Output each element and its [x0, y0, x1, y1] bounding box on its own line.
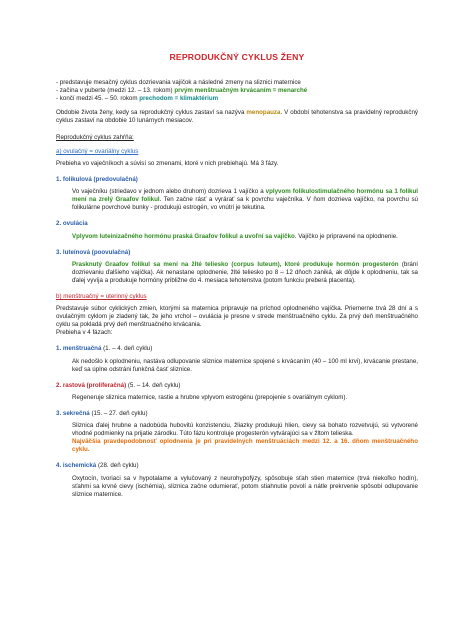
- menstrual-phase-4-heading: [56, 462, 418, 470]
- intro-line-3: [56, 95, 418, 103]
- menstrual-phase-2-days: (5. – 14. deň cyklu): [126, 381, 181, 389]
- menstrual-phase-4-text: Oxytocín, tvoriaci sa v hypotalame a vylučovaný z neurohypofýzy, spôsobuje sťah stien maternice (trvá niekoľko hodín), sťahmi sa krvné cievy (ischémia), sliznica začne odumierať, potom stiahnutie povolí a nátle prekrvenie spôsobí odlupovanie sliznice maternice.: [72, 474, 418, 498]
- menstrual-phase-4-name: 4. ischemická: [56, 462, 97, 470]
- ovarian-phase-3-heading: 3. luteínová (poovulačná): [56, 248, 131, 256]
- phase-1-text-a: Vo vaječníku (striedavo v jednom alebo druhom) dozrieva 1 vajíčko a: [72, 188, 266, 196]
- ovarian-phase-1-heading: 1. folikulová (predovulačná): [56, 176, 138, 184]
- menstrual-phase-4-days: (28. deň cyklu): [96, 462, 139, 470]
- intro-list: [56, 79, 418, 104]
- menarche-highlight: prvým menštruačným krvácaním = menarché: [174, 87, 308, 95]
- menopause-text-c: . V období tehotenstva sa pravidelný reprodukčný cyklus zastaví na obdobie 10 lunárnych mesiacov.: [56, 108, 418, 124]
- menstrual-phase-1-days: (1. – 4. deň cyklu): [101, 345, 153, 353]
- menstrual-phase-3-text: Sliznica ďalej hrubne a nadobúda hubovitú konzistenciu, žliazky produkujú hlien, cievy sa bohato rozvetvujú, sú vytvorené vhodné podmienky na prijatie zárodku. Túto fázu kontroluje progesterón vytvárajúci sa v žltom telieska.: [72, 422, 418, 438]
- document-title: REPRODUKČNÝ CYKLUS ŽENY: [169, 52, 305, 62]
- intro-line-2-text: - začína v puberte (medzi 12. – 13. rokom): [56, 87, 175, 95]
- intro-line-1: - predstavuje mesačný cyklus dozrievania vajíčok a následné zmeny na sliznici maternice: [56, 79, 301, 86]
- ovarian-cycle-desc: Prebieha vo vaječníkoch a súvisí so zmenami, ktoré v nich prebiehajú. Má 3 fázy.: [56, 159, 279, 167]
- menstrual-cycle-heading: b) menštruačný = uterinný cyklus: [56, 293, 147, 301]
- ovarian-phase-2-heading: 2. ovulácia: [56, 220, 88, 228]
- menstrual-phase-3-days: (15. – 27. deň cyklu): [89, 409, 148, 417]
- menopause-paragraph: [56, 109, 418, 125]
- phase-1-highlight: vplyvom folikulostimulačného hormónu sa 1 folikul mení na zrelý Graafov folikul: [72, 188, 418, 204]
- phase-3-text-c: (brání dozrievaniu ďalšieho vajíčka). Ak nenastane oplodnenie, žlté teliesko po 8 – 12 dňoch zaniká, ak dôjde k oplodneniu, tak sa ďalej vyvíja a produkuje hormóny približne do 4. mesiaca tehotenstva (potom funkciu preberá placenta).: [72, 260, 418, 284]
- phase-2-text-c: . Vajíčko je pripravené na oplodnenie.: [294, 232, 398, 240]
- menstrual-phase-2-heading: [56, 382, 418, 390]
- ovarian-cycle-heading: a) ovulačný = ovariálny cyklus: [56, 147, 139, 155]
- fertility-note: Najväčšia pravdepodobnosť oplodnenia je pri pravidelných menštruáciách medzi 12. a 16. dňom menštruačného cyklu.: [72, 438, 418, 454]
- menstrual-phase-3-name: 3. sekrečná: [56, 409, 90, 417]
- menopause-term: menopauza: [246, 108, 281, 116]
- phase-2-highlight: Vplyvom luteinizačného hormónu praská Graafov folikul a uvoľní sa vajíčko: [72, 232, 295, 240]
- menstrual-phase-3-heading: [56, 410, 418, 418]
- climacterium-highlight: prechodom = klimaktérium: [139, 95, 219, 103]
- ovarian-phase-3-text: [56, 261, 418, 285]
- menstrual-phase-2-name: 2. rastová (proliferačná): [56, 381, 127, 389]
- menstrual-phase-1-heading: [56, 345, 418, 353]
- menstrual-phase-2-text: Regeneruje sliznica maternice, rastie a hrubne vplyvom estrogénu (prepojenie s ovariálnym cyklom).: [72, 393, 348, 401]
- intro-line-2: [56, 87, 418, 95]
- menopause-text-a: Obdobie života ženy, kedy sa reprodukčný cyklus zastaví sa nazýva: [56, 108, 247, 116]
- phase-3-highlight: Prasknutý Graafov folikul sa mení na žlté teliesko (corpus luteum), ktoré produkuje hormón progesterón: [72, 260, 399, 268]
- includes-label: Reprodukčný cyklus zahŕňa:: [56, 133, 134, 141]
- phase-1-text-c: . Ten začne rásť a vyrárať sa k povrchu vaječníka. V ňom dozrieva vajíčko, na povrchu sú folikulárne povrchové bunky - produkujú estrogén, vo vnútri je tekutina.: [72, 196, 418, 212]
- menstrual-cycle-desc: Predstavuje súbor cyklických zmien, ktorými sa maternica pripravuje na príchod oplodneného vajíčka. Priemerne trvá 28 dní a s ovulačným cyklom je zladený tak, že jeho vrchol – ovulácia je presne v strede menštruačného cyklu. Za prvý deň menštruačného cyklu sa pokladá prvý deň menštruačného krvácania.: [56, 305, 418, 329]
- menstrual-cycle-phases-intro: Prebieha v 4 fázach:: [56, 329, 113, 337]
- ovarian-phase-1-text: [56, 188, 418, 212]
- intro-line-3-text: - končí medzi 45. – 50. rokom: [56, 95, 140, 103]
- ovarian-phase-2-text: [56, 233, 418, 241]
- menstrual-phase-1-text: Ak nedošlo k oplodneniu, nastáva odlupovanie sliznice maternice spojené s krvácaním (40 – 100 ml krvi), krvácanie prestane, keď sa úplne odstráni funkčná časť sliznice.: [72, 357, 418, 373]
- menstrual-phase-1-name: 1. menštruačná: [56, 345, 102, 353]
